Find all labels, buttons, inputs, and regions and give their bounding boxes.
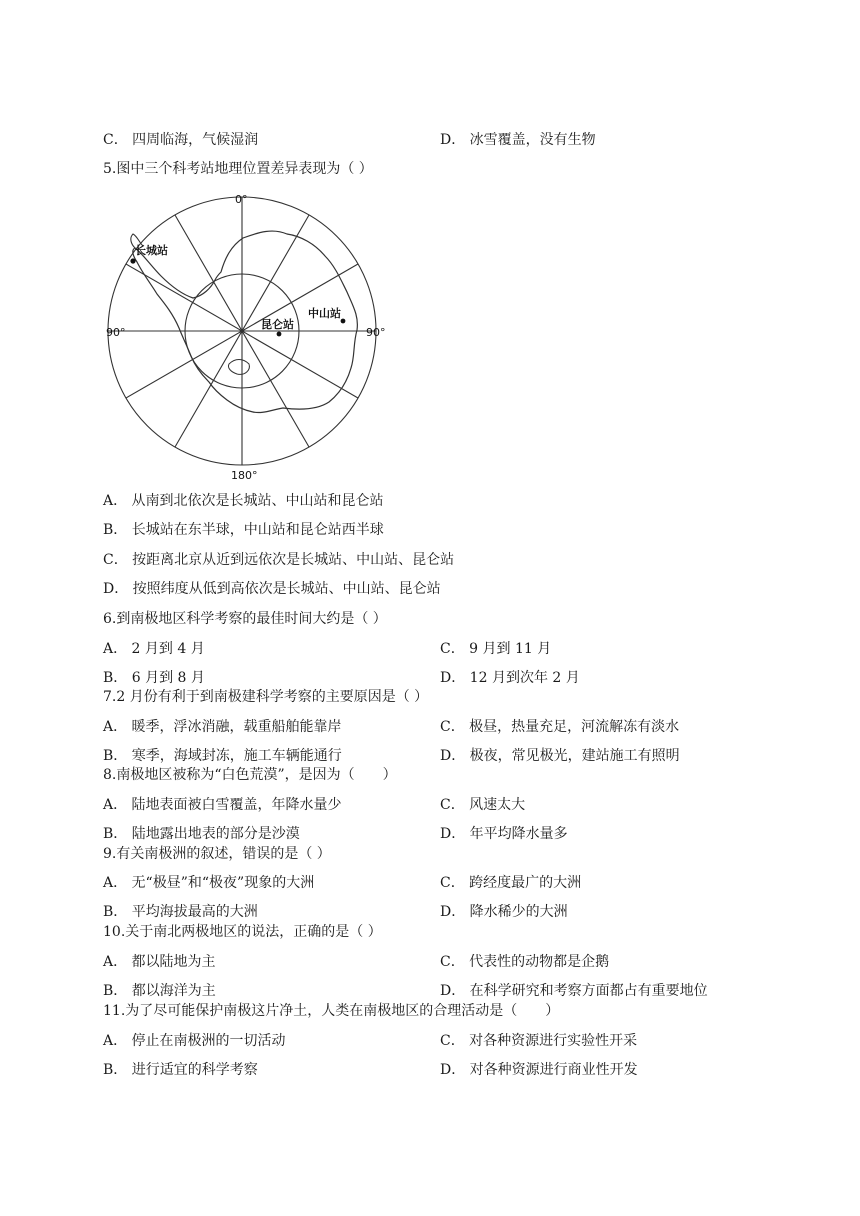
q8-option-c: C． 风速太大	[440, 797, 526, 813]
q10-option-d: D． 在科学研究和考察方面都占有重要地位	[440, 983, 708, 999]
q7-stem: 7.2 月份有利于到南极建科学考察的主要原因是（ ）	[103, 689, 429, 705]
label-0-degree: 0°	[235, 193, 248, 206]
kunlun-station-dot	[277, 332, 282, 337]
q6-option-b: B． 6 月到 8 月	[103, 670, 205, 686]
q6-option-a: A． 2 月到 4 月	[103, 641, 205, 657]
q9-option-a: A． 无“极昼”和“极夜”现象的大洲	[103, 875, 315, 891]
label-kunlun-station: 昆仑站	[261, 318, 294, 331]
q5-option-c: C． 按距离北京从近到远依次是长城站、中山站、昆仑站	[103, 552, 455, 568]
q8-option-d: D． 年平均降水量多	[440, 826, 568, 842]
q7-option-c: C． 极昼，热量充足，河流解冻有淡水	[440, 719, 680, 735]
q5-option-b: B． 长城站在东半球，中山站和昆仑站西半球	[103, 522, 384, 538]
q11-option-d: D． 对各种资源进行商业性开发	[440, 1062, 638, 1078]
label-90-left: 90°	[106, 326, 126, 339]
q6-option-d: D． 12 月到次年 2 月	[440, 670, 580, 686]
zhongshan-station-dot	[341, 319, 346, 324]
q11-stem: 11.为了尽可能保护南极这片净土，人类在南极地区的合理活动是（ ）	[103, 1003, 560, 1019]
label-90-right: 90°	[366, 326, 386, 339]
q4-option-c: C． 四周临海，气候湿润	[103, 132, 259, 148]
q8-option-b: B． 陆地露出地表的部分是沙漠	[103, 826, 300, 842]
label-changcheng-station: 长城站	[135, 244, 168, 257]
q7-option-d: D． 极夜，常见极光，建站施工有照明	[440, 748, 680, 764]
q5-stem: 5.图中三个科考站地理位置差异表现为（ ）	[103, 161, 373, 177]
q9-option-d: D． 降水稀少的大洲	[440, 904, 568, 920]
ice-shelf-shape	[228, 360, 249, 375]
q5-option-d: D． 按照纬度从低到高依次是长城站、中山站、昆仑站	[103, 581, 441, 597]
label-180-degree: 180°	[231, 469, 258, 482]
q10-option-c: C． 代表性的动物都是企鹅	[440, 954, 610, 970]
q10-stem: 10.关于南北两极地区的说法，正确的是（ ）	[103, 924, 382, 940]
q11-option-b: B． 进行适宜的科学考察	[103, 1062, 258, 1078]
q11-option-c: C． 对各种资源进行实验性开采	[440, 1033, 638, 1049]
changcheng-station-dot	[130, 258, 135, 263]
q6-option-c: C． 9 月到 11 月	[440, 641, 552, 657]
q8-option-a: A． 陆地表面被白雪覆盖，年降水量少	[103, 797, 342, 813]
antarctica-polar-map	[103, 188, 389, 482]
q10-option-b: B． 都以海洋为主	[103, 983, 216, 999]
q4-option-d: D． 冰雪覆盖，没有生物	[440, 132, 596, 148]
q9-option-c: C． 跨经度最广的大洲	[440, 875, 582, 891]
q6-stem: 6.到南极地区科学考察的最佳时间大约是（ ）	[103, 611, 387, 627]
q7-option-a: A． 暖季，浮冰消融，载重船舶能靠岸	[103, 719, 342, 735]
q9-option-b: B． 平均海拔最高的大洲	[103, 904, 258, 920]
q10-option-a: A． 都以陆地为主	[103, 954, 216, 970]
q9-stem: 9.有关南极洲的叙述，错误的是（ ）	[103, 846, 331, 862]
q11-option-a: A． 停止在南极洲的一切活动	[103, 1033, 286, 1049]
q8-stem: 8.南极地区被称为“白色荒漠”，是因为（ ）	[103, 767, 397, 783]
antarctica-outline	[133, 231, 358, 413]
q5-option-a: A． 从南到北依次是长城站、中山站和昆仑站	[103, 493, 384, 509]
label-zhongshan-station: 中山站	[308, 307, 341, 320]
q7-option-b: B． 寒季，海域封冻，施工车辆能通行	[103, 748, 342, 764]
